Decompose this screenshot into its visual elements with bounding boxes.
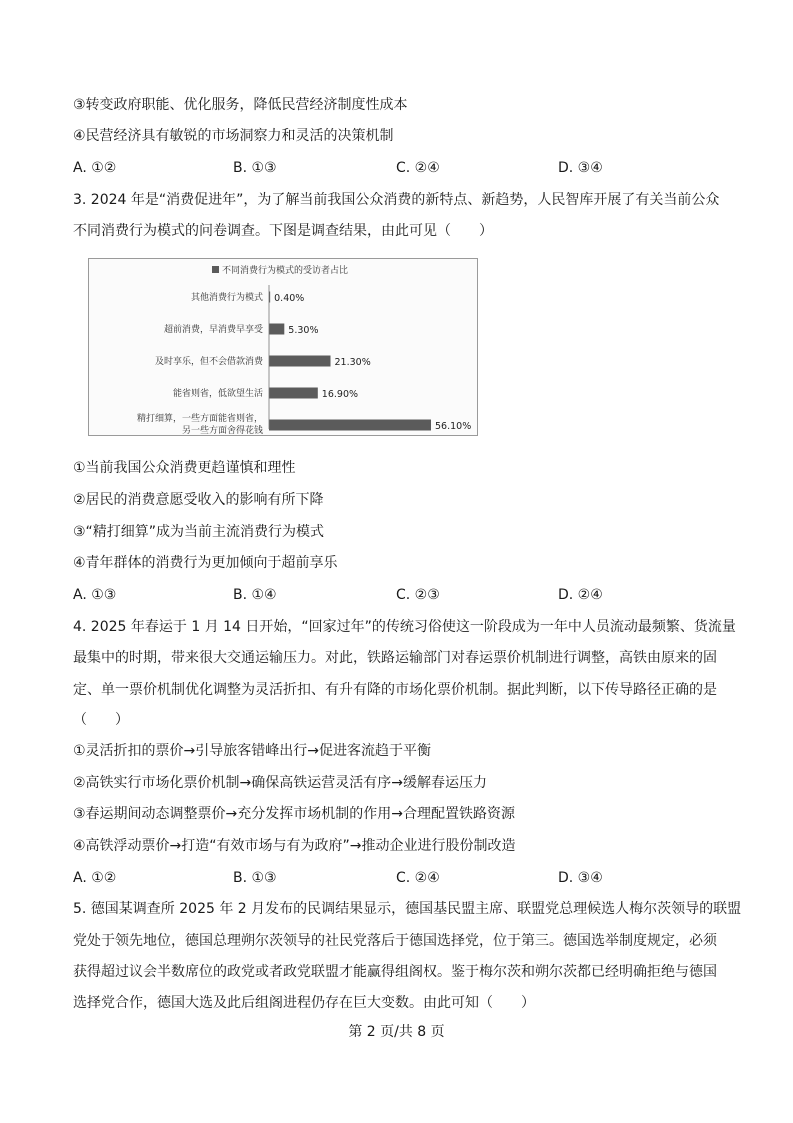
choice-d: D. ③④: [558, 870, 603, 886]
value-label: 5.30%: [288, 325, 319, 336]
choice-d: D. ②④: [558, 587, 603, 603]
q3-stem-line-2: 不同消费行为模式的问卷调查。下图是调查结果，由此可见（ ）: [73, 223, 493, 239]
option-item-4: ④民营经济具有敏锐的市场洞察力和灵活的决策机制: [73, 128, 394, 144]
category-label: 超前消费，早消费早享受: [163, 325, 263, 335]
category-label: 另一些方面舍得花钱: [181, 426, 263, 435]
category-label: 精打细算，一些方面能省则省，: [136, 414, 263, 424]
q4-stem-line-3: 定、单一票价机制优化调整为灵活折扣、有升有降的市场化票价机制。据此判断，以下传导路径正确的是: [73, 682, 717, 698]
category-label: 其他消费行为模式: [190, 293, 263, 303]
option-item-3: ③转变政府职能、优化服务，降低民营经济制度性成本: [73, 97, 408, 113]
choice-b: B. ①③: [233, 160, 277, 176]
choice-b: B. ①③: [233, 870, 277, 886]
category-label: 能省则省，低欲望生活: [172, 389, 263, 399]
chart-legend: 不同消费行为模式的受访者占比: [222, 266, 349, 276]
q5-stem-line-3: 获得超过议会半数席位的政党或者政党联盟才能赢得组阁权。鉴于梅尔茨和朔尔茨都已经明确拒绝与德国: [73, 964, 717, 980]
q5-stem-line-2: 党处于领先地位，德国总理朔尔茨领导的社民党落后于德国选择党，位于第三。德国选举制度规定，必须: [73, 933, 717, 949]
choice-a: A. ①②: [73, 160, 117, 176]
bar: [269, 324, 284, 335]
q4-stem-line-1: 4. 2025 年春运于 1 月 14 日开始，“回家过年”的传统习俗使这一阶段成为一年中人员流动最频繁、货流量: [73, 619, 736, 635]
legend-swatch: [212, 266, 219, 273]
choice-b: B. ①④: [233, 587, 277, 603]
bar: [269, 388, 318, 399]
choice-c: C. ②④: [396, 870, 440, 886]
value-label: 0.40%: [274, 293, 305, 304]
q3-item-1: ①当前我国公众消费更趋谨慎和理性: [73, 460, 296, 476]
survey-bar-chart: [88, 258, 478, 436]
q4-stem-line-2: 最集中的时期，带来很大交通运输压力。对此，铁路运输部门对春运票价机制进行调整，高铁由原来的固: [73, 650, 717, 666]
choice-c: C. ②④: [396, 160, 440, 176]
bar: [269, 356, 331, 367]
choice-c: C. ②③: [396, 587, 440, 603]
q4-choices: [73, 868, 733, 888]
q4-item-1: ①灵活折扣的票价→引导旅客错峰出行→促进客流趋于平衡: [73, 743, 432, 759]
q5-stem-line-4: 选择党合作，德国大选及此后组阁进程仍存在巨大变数。由此可知（ ）: [73, 995, 535, 1011]
q5-stem-line-1: 5. 德国某调查所 2025 年 2 月发布的民调结果显示，德国基民盟主席、联盟党总理候选人梅尔茨领导的联盟: [73, 901, 742, 917]
choice-d: D. ③④: [558, 160, 603, 176]
category-label: 及时享乐，但不会借款消费: [154, 357, 263, 367]
q2-choices: [73, 158, 733, 178]
chart-canvas: [89, 259, 477, 435]
q4-item-2: ②高铁实行市场化票价机制→确保高铁运营灵活有序→缓解春运压力: [73, 775, 488, 791]
bar: [269, 420, 431, 431]
q4-item-4: ④高铁浮动票价→打造“有效市场与有为政府”→推动企业进行股份制改造: [73, 838, 516, 854]
q4-stem-line-4: （ ）: [73, 712, 129, 728]
value-label: 56.10%: [435, 421, 472, 432]
value-label: 16.90%: [321, 389, 359, 400]
value-label: 21.30%: [334, 357, 371, 368]
q3-choices: [73, 585, 733, 605]
page-footer: 第 2 页/共 8 页: [348, 1024, 445, 1040]
q3-item-4: ④青年群体的消费行为更加倾向于超前享乐: [73, 555, 338, 571]
choice-a: A. ①③: [73, 587, 117, 603]
q3-stem-line-1: 3. 2024 年是“消费促进年”，为了解当前我国公众消费的新特点、新趋势，人民智库开展了有关当前公众: [73, 192, 720, 208]
q4-item-3: ③春运期间动态调整票价→充分发挥市场机制的作用→合理配置铁路资源: [73, 806, 516, 822]
choice-a: A. ①②: [73, 870, 117, 886]
q3-item-2: ②居民的消费意愿受收入的影响有所下降: [73, 492, 324, 508]
q3-item-3: ③“精打细算”成为当前主流消费行为模式: [73, 524, 325, 540]
